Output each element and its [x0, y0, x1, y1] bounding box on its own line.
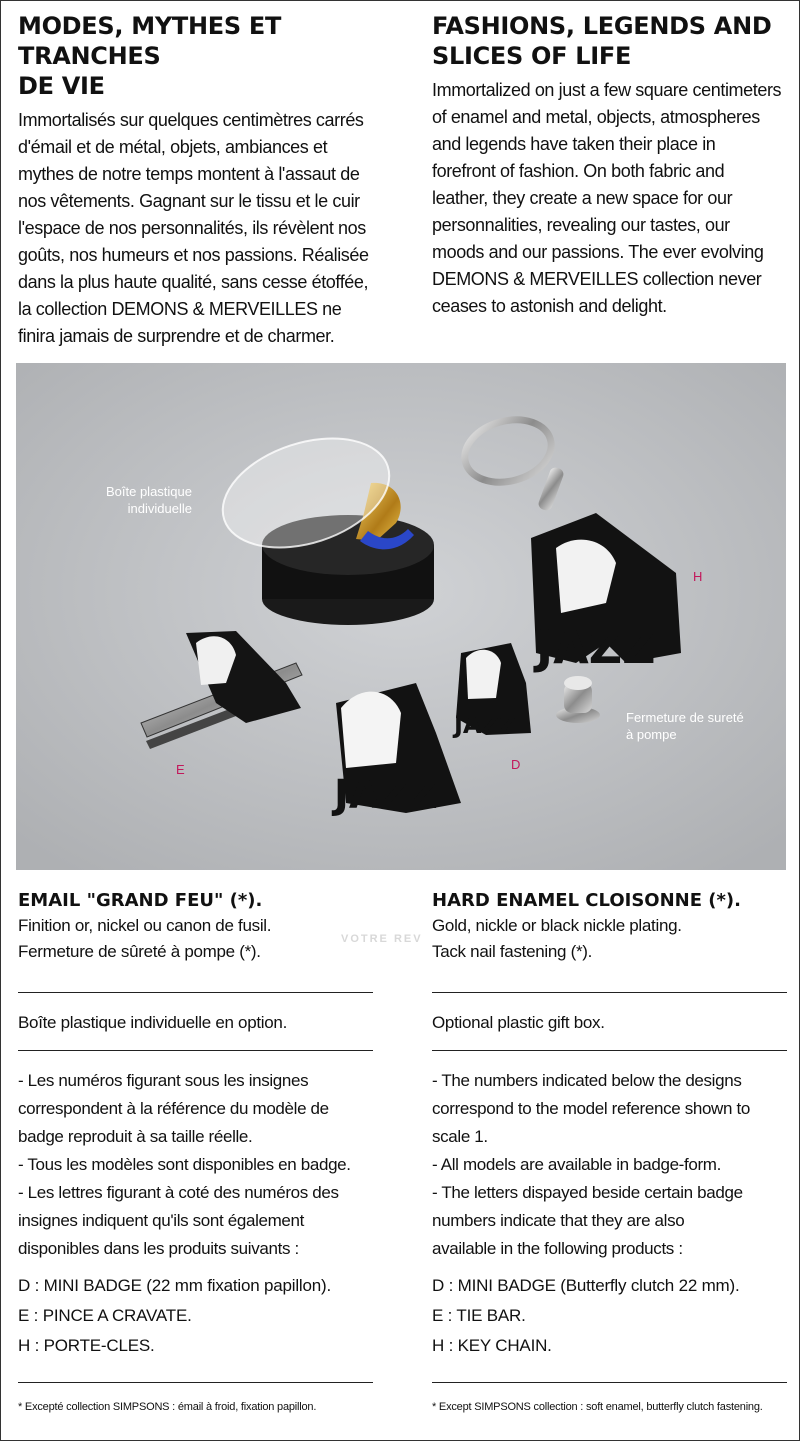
- french-specs: [18, 889, 373, 965]
- note-line: - The numbers indicated below the designs: [432, 1071, 742, 1090]
- french-title-line2: DE VIE: [18, 72, 105, 100]
- english-finish: Gold, nickle or black nickle plating.: [432, 916, 682, 935]
- box-label-line2: individuelle: [127, 501, 192, 516]
- intro-line: Immortalized on just a few square centimeters: [432, 80, 782, 100]
- jazz-word: JAZZ: [454, 711, 517, 739]
- note-line: numbers indicate that they are also: [432, 1211, 685, 1230]
- letter-e: E: [176, 762, 185, 777]
- divider: [18, 1382, 373, 1383]
- legend-item-d: D : MINI BADGE (22 mm fixation papillon).: [18, 1276, 332, 1295]
- intro-line: DEMONS & MERVEILLES collection never: [432, 269, 762, 289]
- clasp-label-line1: Fermeture de sureté: [626, 710, 744, 725]
- english-notes: [432, 1067, 787, 1361]
- intro-line: personnalities, revealing our tastes, our: [432, 215, 730, 235]
- note-line: insignes indiquent qu'ils sont également: [18, 1211, 304, 1230]
- english-title: [432, 11, 792, 71]
- english-title-line1: FASHIONS, LEGENDS AND: [432, 12, 772, 40]
- french-title-line1: MODES, MYTHES ET TRANCHES: [18, 12, 282, 70]
- intro-line: forefront of fashion. On both fabric and: [432, 161, 725, 181]
- french-legend: [18, 1271, 373, 1361]
- french-fastening: Fermeture de sûreté à pompe (*).: [18, 942, 261, 961]
- divider: [432, 992, 787, 993]
- legend-item-h: H : KEY CHAIN.: [432, 1336, 552, 1355]
- english-spec-heading: HARD ENAMEL CLOISONNE (*).: [432, 890, 741, 911]
- legend-item-h: H : PORTE-CLES.: [18, 1336, 155, 1355]
- note-line: - The letters dispayed beside certain badge: [432, 1183, 743, 1202]
- note-line: available in the following products :: [432, 1239, 683, 1258]
- legend-item-d: D : MINI BADGE (Butterfly clutch 22 mm).: [432, 1276, 740, 1295]
- intro-line: la collection DEMONS & MERVEILLES ne: [18, 299, 342, 319]
- english-title-line2: SLICES OF LIFE: [432, 42, 632, 70]
- letter-h: H: [693, 569, 703, 584]
- intro-line: Immortalisés sur quelques centimètres carrés: [18, 110, 364, 130]
- english-intro: [432, 11, 792, 320]
- intro-line: mythes de notre temps montent à l'assaut de: [18, 164, 360, 184]
- intro-line: finira jamais de surprendre et de charmer.: [18, 326, 335, 346]
- intro-line: l'espace de nos personnalités, ils révèlent nos: [18, 218, 366, 238]
- french-finish: Finition or, nickel ou canon de fusil.: [18, 916, 272, 935]
- divider: [432, 1382, 787, 1383]
- english-legend: [432, 1271, 787, 1361]
- intro-line: leather, they create a new space for our: [432, 188, 733, 208]
- french-notes-text: [18, 1067, 373, 1263]
- legend-item-e: E : TIE BAR.: [432, 1306, 526, 1325]
- note-line: scale 1.: [432, 1127, 488, 1146]
- intro-line: moods and our passions. The ever evolving: [432, 242, 764, 262]
- clasp-label-line2: à pompe: [626, 727, 677, 742]
- intro-line: d'émail et de métal, objets, ambiances et: [18, 137, 328, 157]
- box-label-line1: Boîte plastique: [105, 484, 192, 499]
- note-line: disponibles dans les produits suivants :: [18, 1239, 299, 1258]
- intro-line: dans la plus haute qualité, sans cesse étoffée,: [18, 272, 369, 292]
- note-line: correspondent à la référence du modèle de: [18, 1099, 329, 1118]
- clasp-label: [626, 709, 744, 743]
- divider: [18, 1050, 373, 1051]
- intro-line: ceases to astonish and delight.: [432, 296, 667, 316]
- note-line: - Les lettres figurant à coté des numéros des: [18, 1183, 339, 1202]
- note-line: badge reproduit à sa taille réelle.: [18, 1127, 253, 1146]
- english-option: Optional plastic gift box.: [432, 1013, 605, 1032]
- intro-line: nos vêtements. Gagnant sur le tissu et le cuir: [18, 191, 360, 211]
- note-line: - All models are available in badge-form.: [432, 1155, 721, 1174]
- french-footnote: * Excepté collection SIMPSONS : émail à froid, fixation papillon.: [18, 1401, 317, 1413]
- french-spec-heading: EMAIL "GRAND FEU" (*).: [18, 890, 263, 911]
- note-line: correspond to the model reference shown to: [432, 1099, 750, 1118]
- show-through-text: VOTRE REV: [341, 933, 423, 945]
- english-footnote: * Except SIMPSONS collection : soft enamel, butterfly clutch fastening.: [432, 1401, 763, 1413]
- note-line: - Les numéros figurant sous les insignes: [18, 1071, 309, 1090]
- intro-line: goûts, nos humeurs et nos passions. Réalisée: [18, 245, 369, 265]
- french-option: Boîte plastique individuelle en option.: [18, 1013, 287, 1032]
- note-line: - Tous les modèles sont disponibles en badge.: [18, 1155, 351, 1174]
- divider: [432, 1050, 787, 1051]
- english-fastening: Tack nail fastening (*).: [432, 942, 593, 961]
- english-intro-text: [432, 77, 792, 320]
- divider: [18, 992, 373, 993]
- french-intro: [18, 11, 378, 350]
- product-photo: [16, 363, 786, 870]
- intro-line: of enamel and metal, objects, atmospheres: [432, 107, 760, 127]
- french-intro-text: [18, 107, 378, 350]
- legend-item-e: E : PINCE A CRAVATE.: [18, 1306, 192, 1325]
- english-specs: [432, 889, 787, 965]
- french-title: [18, 11, 378, 101]
- jazz-word: JAZZ: [334, 772, 438, 818]
- intro-line: and legends have taken their place in: [432, 134, 716, 154]
- english-notes-text: [432, 1067, 787, 1263]
- letter-d: D: [511, 757, 521, 772]
- jazz-word: JAZZ: [536, 620, 656, 674]
- product-illustration: [16, 363, 786, 870]
- box-label: [88, 483, 192, 517]
- french-notes: [18, 1067, 373, 1361]
